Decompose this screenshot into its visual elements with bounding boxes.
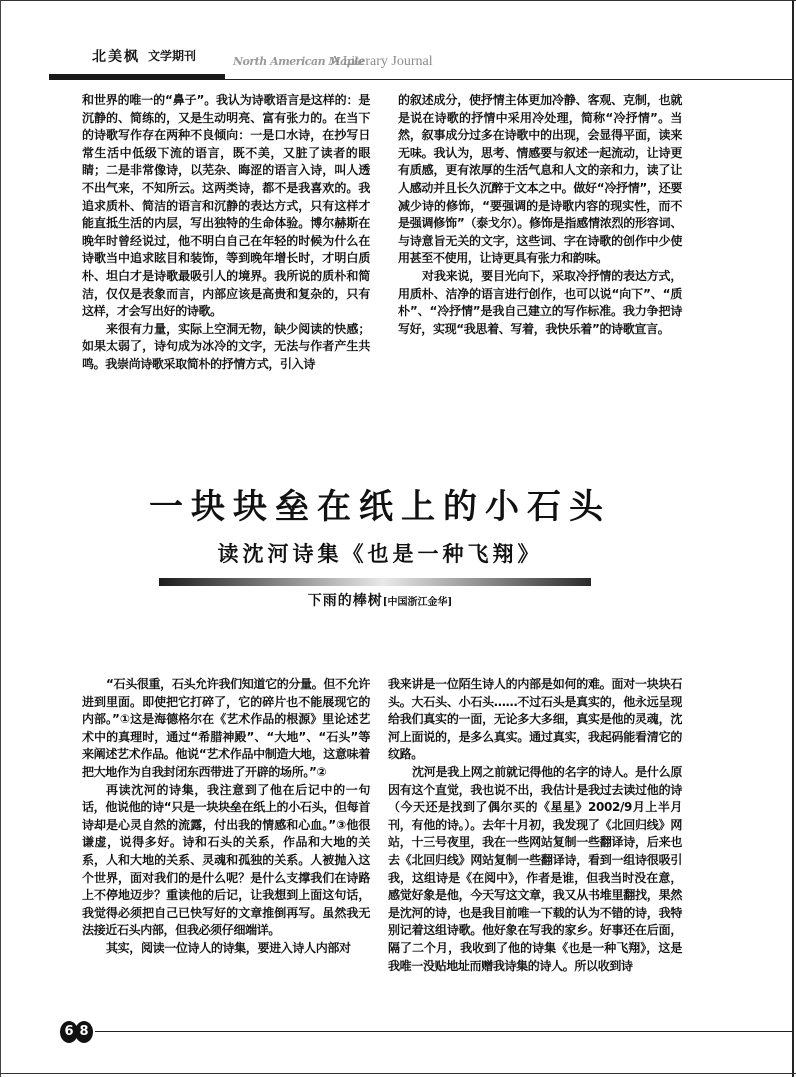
footer-rule	[95, 1031, 792, 1032]
byline	[150, 591, 610, 612]
running-header	[0, 0, 792, 82]
header-rule-thick	[49, 74, 225, 80]
text-column-right	[398, 92, 682, 338]
paragraph: 来很有力量，实际上空洞无物，缺少阅读的快感；如果太弱了，诗句成为冰冷的文字，无法与作者产生共鸣。我崇尚诗歌采取简朴的抒情方式，引入诗	[82, 321, 370, 371]
paragraph: 对我来说，要目光向下，采取冷抒情的表达方式，用质朴、洁净的语言进行创作，也可以说“向下”、“质朴”、“冷抒情”是我自己建立的写作标准。我力争把诗写好，实现“我思着、写着，我快乐着”的诗歌宣言。	[398, 268, 682, 336]
paragraph: “石头很重，石头允许我们知道它的分量。但不允许进到里面。即使把它打碎了，它的碎片也不能展现它的内部。”①这是海德格尔在《艺术作品的根源》里论述艺术中的真理时，通过“希腊神殿”、“大地”、“石头”等来阐述艺术作品。他说“艺术作品中制造大地，这意味着把大地作为自我封闭东西带进了开辟的场所。”②	[82, 677, 370, 779]
journal-label-en: A Literary Journal	[330, 54, 433, 69]
page-frame-right	[792, 0, 794, 1077]
paragraph: 再读沈河的诗集，我注意到了他在后记中的一句话，他说他的诗“只是一块块垒在纸上的小石头，但每首诗却是心灵自然的流露，付出我的情感和心血。”③他很谦虚，说得多好。诗和石头的关系，作品和大地的关系，人和大地的关系、灵魂和孤独的关系。人被抛入这个世界，面对我们的是什么呢？是什么支撑我们在诗路上不停地迈步？重读他的后记，让我想到上面这句话，我觉得必须把自己已快写好的文章推倒再写。虽然我无法接近石头内部，但我必须仔细端详。	[82, 782, 370, 938]
page-number	[60, 1021, 90, 1043]
page-frame-left	[0, 0, 1, 1077]
author-location: [中国浙江金华]	[382, 597, 453, 608]
article-subtitle: 读沈河诗集《也是一种飞翔》	[217, 541, 543, 566]
author-name: 下雨的棒树	[307, 593, 383, 609]
paragraph: 我来讲是一位陌生诗人的内部是如何的难。面对一块块石头。大石头、小石头……不过石头是真实的，他永远呈现给我们真实的一面，无论多大多细，真实是他的灵魂，沈河上面说的，是多么真实。通过真实，我起码能看清它的纹路。	[388, 677, 682, 762]
page-number-digit: 6	[60, 1021, 78, 1043]
paragraph: 的叙述成分，使抒情主体更加冷静、客观、克制，也就是说在诗歌的抒情中采用冷处理，简称“冷抒情”。当然，叙事成分过多在诗歌中的出现，会显得平面，读来无味。我认为，思考、情感要与叙述一起流动，让诗更有质感，更有浓厚的生活气息和人文的亲和力，读了让人感动并且长久沉醉于文本之中。做好“冷抒情”，还要减少诗的修饰，“要强调的是诗歌内容的现实性，而不是强调修饰”（泰戈尔）。修饰是指感情浓烈的形容词、与诗意旨无关的文字，这些词、字在诗歌的创作中少使用甚至不使用，让诗更具有张力和韵味。	[398, 93, 682, 266]
paragraph: 和世界的唯一的“鼻子”。我认为诗歌语言是这样的：是沉静的、简练的，又是生动明亮、富有张力的。在当下的诗歌写作存在两种不良倾向：一是口水诗，在抄写日常生活中低级下流的语言，既不美，又脏了读者的眼睛；二是非常像诗，以芜杂、晦涩的语言入诗，叫人透不出气来，不知所云。这两类诗，都不是我喜欢的。我追求质朴、简洁的语言和沉静的表达方式，只有这样才能直抵生活的内层，写出独特的生命体验。博尔赫斯在晚年时曾经说过，他不明白自己在年轻的时候为什么在诗歌当中追求眩目和装饰，等到晚年增长时，才明白质朴、坦白才是诗歌最吸引人的境界。我所说的质朴和简洁，仅仅是表象而言，内部应该是高贵和复杂的，只有这样，才会写出好的诗歌。	[82, 93, 370, 319]
page-number-digit: 8	[75, 1021, 93, 1043]
header-rule-thin	[225, 79, 792, 80]
text-column-left	[82, 92, 370, 374]
article-column-left	[82, 676, 370, 958]
page-frame-bottom	[0, 1073, 796, 1074]
article-title: 一块块垒在纸上的小石头	[149, 487, 611, 527]
journal-label-cn: 文学期刊	[148, 49, 197, 63]
paragraph: 沈河是我上网之前就记得他的名字的诗人。是什么原因有这个直觉，我也说不出，我估计是我过去读过他的诗（今天还是找到了偶尔买的《星星》2002/9月上半月刊，有他的诗。）。去年十月初，我发现了《北回归线》网站，十三号夜里，我在一些网站复制一些翻译诗，后来也去《北回归线》网站复制一些翻译诗，看到一组诗很吸引我，这组诗是《在阅中》，作者是谁，但我当时没在意，感觉好象是他，今天写这文章，我又从书堆里翻找，果然是沈河的诗，也是我目前唯一下载的认为不错的诗，我特别记着这组诗歌。他好象在写我的家乡。好事还在后面，隔了二个月，我收到了他的诗集《也是一种飞翔》，这是我唯一没贴地址而赠我诗集的诗人。所以收到诗	[388, 764, 682, 973]
brand-name-cn: 北美枫	[92, 49, 140, 65]
paragraph: 其实，阅读一位诗人的诗集，要进入诗人内部对	[106, 940, 351, 955]
title-gradient-rule	[159, 578, 591, 586]
article-column-right	[388, 676, 682, 975]
brand-name-en: North American Maple	[233, 55, 365, 68]
